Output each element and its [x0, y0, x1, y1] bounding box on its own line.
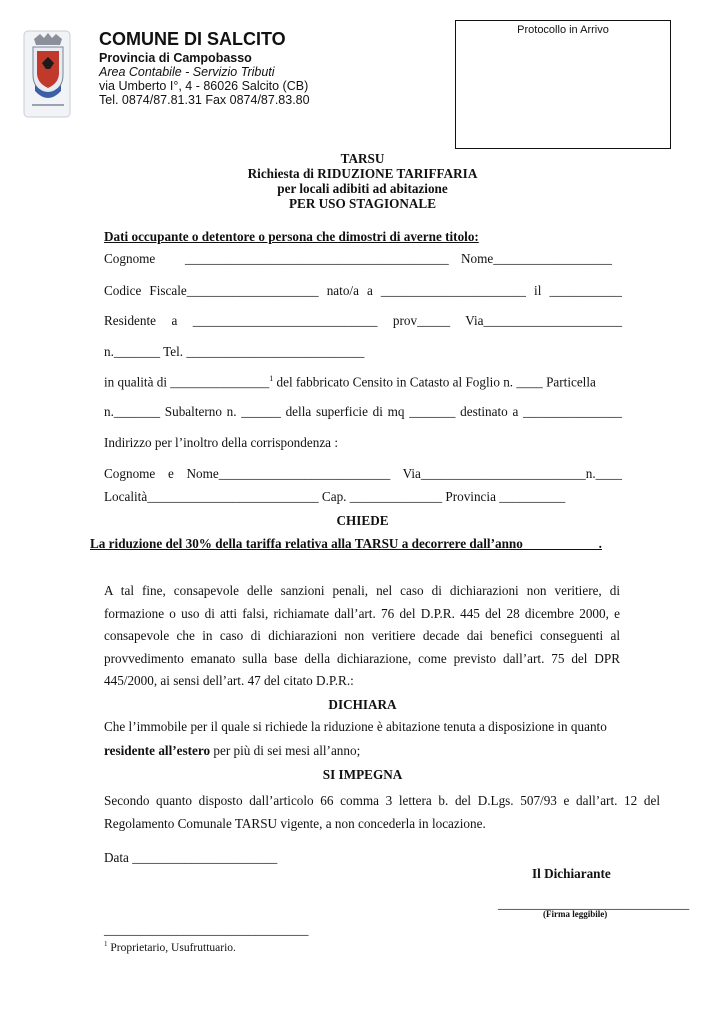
title-richiesta: Richiesta di RIDUZIONE TARIFFARIA: [247, 166, 478, 181]
title-locali: per locali adibiti ad abitazione: [277, 181, 448, 196]
cognome-label: Cognome: [104, 251, 156, 266]
residente-estero-text: residente all’estero: [104, 743, 211, 758]
address-text: via Umberto I°, 4 - 86026 Salcito (CB): [99, 79, 309, 93]
residente-row[interactable]: Residente a ____________________________ prov_____ Via_____________________: [104, 313, 622, 328]
footnote-text: [104, 940, 236, 954]
dichiara-line2: [104, 743, 360, 759]
title-tarsu: TARSU: [340, 151, 385, 166]
cognome-field[interactable]: ________________________________________: [185, 251, 449, 266]
signature-line[interactable]: _____________________________: [498, 896, 690, 911]
data-field[interactable]: Data ______________________: [104, 850, 278, 865]
chiede-heading: CHIEDE: [336, 513, 389, 528]
cognome-nome-row[interactable]: Cognome e Nome__________________________ Via_________________________n.____: [104, 466, 622, 481]
dichiara-line1: Che l’immobile per il quale si richiede la riduzione è abitazione tenuta a disposizione in quanto: [104, 719, 607, 734]
comune-logo: [22, 25, 74, 120]
coat-of-arms-icon: [22, 25, 74, 120]
impegna-heading: SI IMPEGNA: [322, 767, 403, 782]
telefono-row[interactable]: n._______ Tel. ___________________________: [104, 344, 365, 359]
footnote-reference: 1: [269, 374, 274, 383]
phone-text: Tel. 0874/87.81.31 Fax 0874/87.83.80: [99, 93, 310, 107]
localita-row[interactable]: Località__________________________ Cap. ______________ Provincia __________: [104, 489, 566, 504]
qualita-field[interactable]: in qualità di _______________: [104, 374, 270, 390]
impegna-text: Secondo quanto disposto dall’articolo 66 comma 3 lettera b. del D.Lgs. 507/93 e dall’art. 12 del Regolamento Comunale TARSU vigente, a non concederla in locazione.: [104, 793, 660, 831]
nome-field[interactable]: Nome__________________: [461, 251, 612, 266]
dichiara-rest-text: per più di sei mesi all’anno;: [210, 743, 361, 758]
footnote-separator: _______________________________: [104, 922, 309, 937]
subalterno-row[interactable]: n._______ Subalterno n. ______ della superficie di mq _______ destinato a _______________: [104, 404, 622, 419]
dichiarante-label: Il Dichiarante: [532, 866, 611, 881]
chiede-text: La riduzione del 30% della tariffa relativa alla TARSU a decorrere dall’anno___________ .: [90, 536, 602, 551]
protocol-box[interactable]: [455, 20, 671, 149]
catasto-text: del fabbricato Censito in Catasto al Foglio n. ____ Particella: [273, 374, 596, 390]
protocol-label: Protocollo in Arrivo: [517, 24, 609, 36]
title-uso-stagionale: PER USO STAGIONALE: [288, 196, 437, 211]
occupant-heading: Dati occupante o detentore o persona che dimostri di averne titolo:: [104, 229, 479, 244]
area-text: Area Contabile - Servizio Tributi: [99, 65, 275, 79]
dichiarazione-paragraph: A tal fine, consapevole delle sanzioni penali, nel caso di dichiarazioni non veritiere, di formazione o uso di atti falsi, richiamate dall’art. 76 del D.P.R. 445 del 28 dicembre 2000, e consapevole che in caso di dichiarazioni non veritiere decade dai benefici conseguenti al provvedimento emanato sulla base della dichiarazione, come previsto dall’art. 75 del DPR 445/2000, ai sensi dell’art. 47 del citato D.P.R.:: [104, 583, 620, 688]
provincia-text: Provincia di Campobasso: [99, 51, 252, 65]
footnote-content: Proprietario, Usufruttuario.: [107, 941, 236, 954]
qualita-row[interactable]: [104, 374, 622, 390]
dichiara-heading: DICHIARA: [328, 697, 397, 712]
comune-name: COMUNE DI SALCITO: [99, 29, 286, 49]
firma-label: (Firma leggibile): [543, 909, 608, 919]
indirizzo-label: Indirizzo per l’inoltro della corrispondenza :: [104, 435, 338, 450]
codice-fiscale-row[interactable]: Codice Fiscale____________________ nato/a a ______________________ il ___________: [104, 283, 622, 298]
footnote-number: 1: [104, 940, 108, 948]
